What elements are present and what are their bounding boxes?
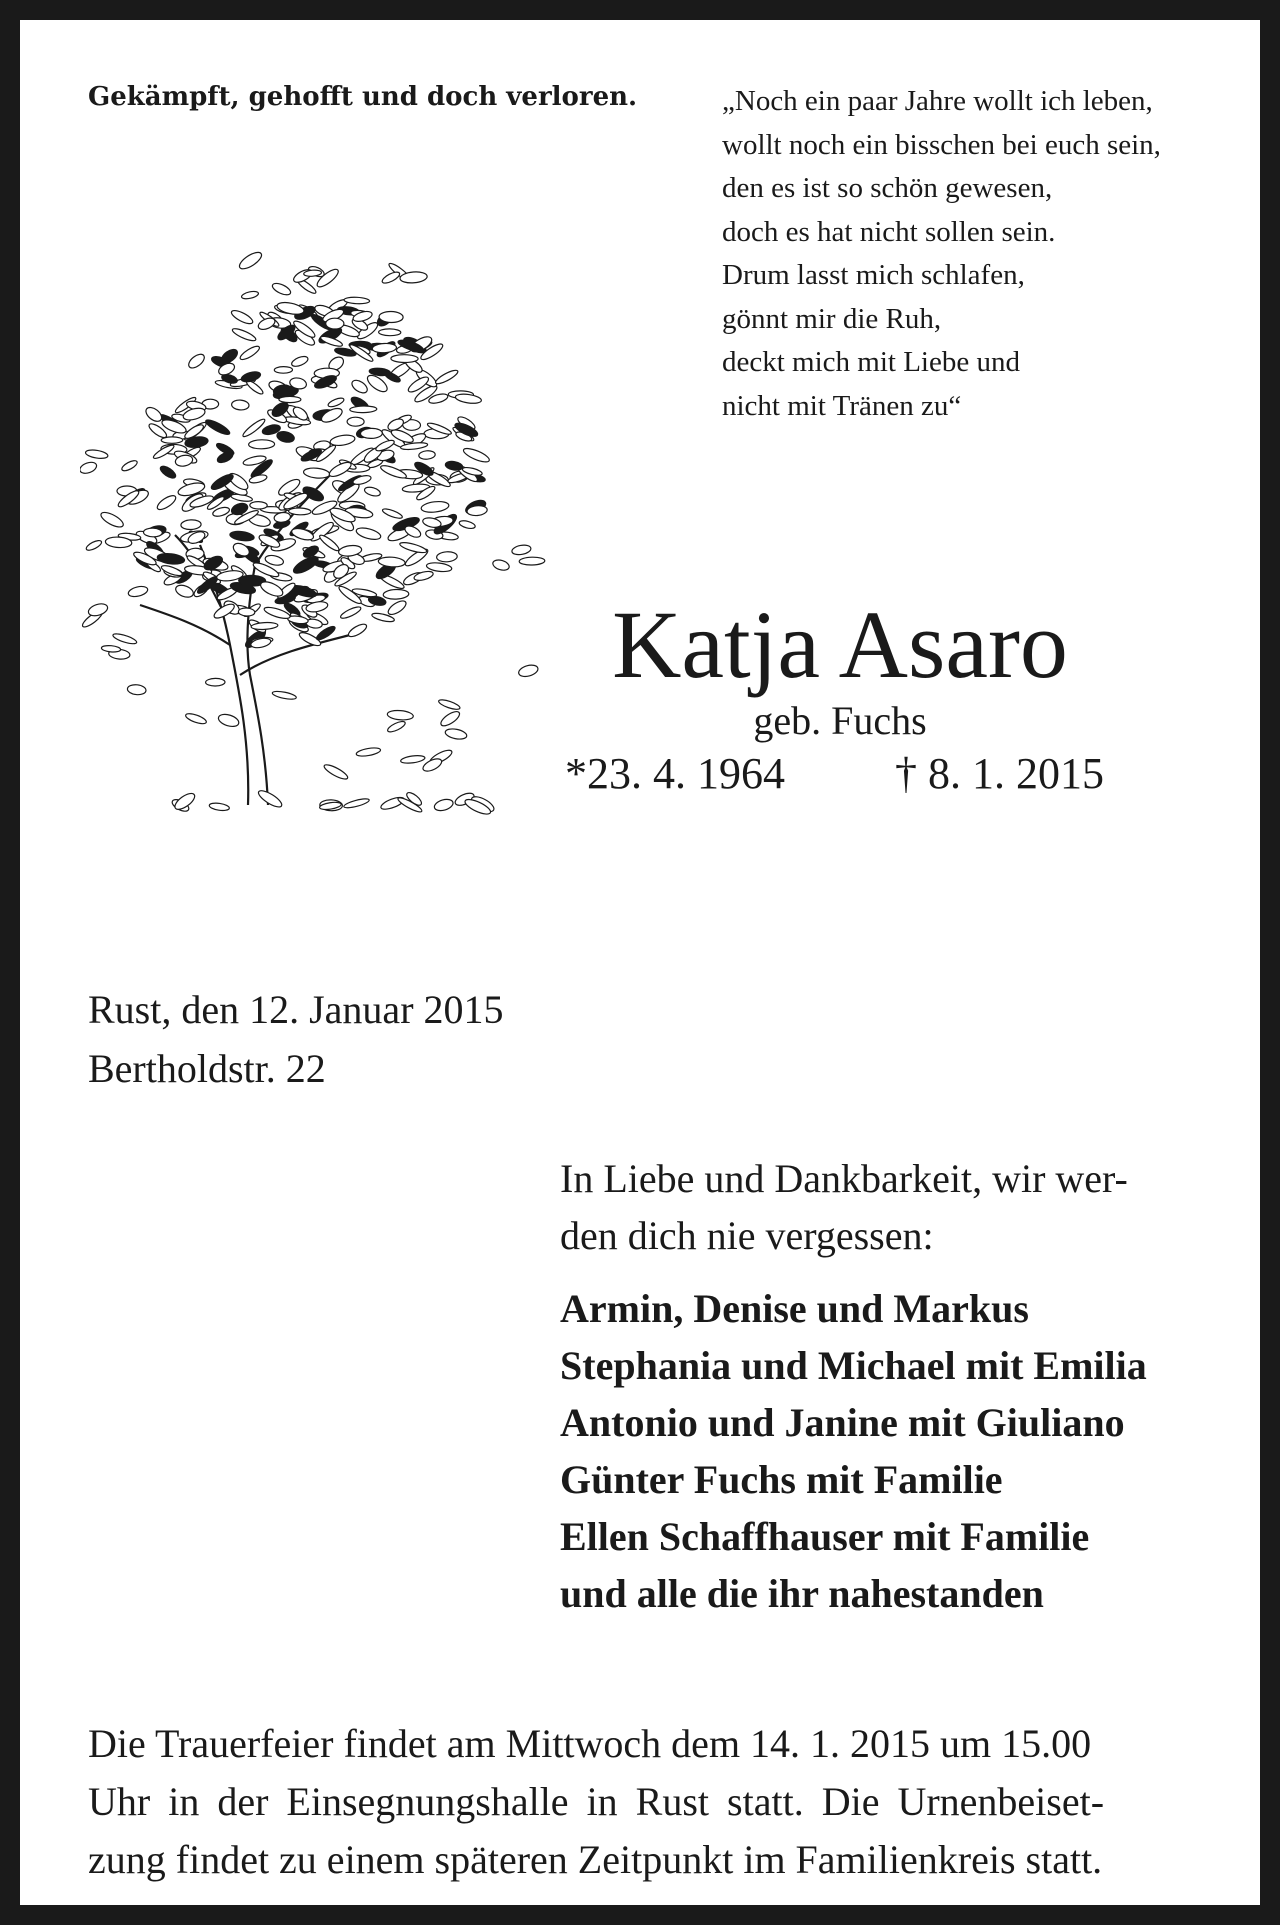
leaf-shape: [241, 290, 259, 300]
place-and-date: [88, 980, 504, 1098]
leaf-shape: [155, 493, 178, 512]
leaf-shape: [250, 501, 268, 509]
leaf-shape: [519, 557, 545, 565]
leaf-shape: [206, 678, 226, 686]
leaf-shape: [434, 368, 459, 386]
poem-line: deckt mich mit Liebe und: [722, 346, 1020, 378]
mourner-line: Ellen Schaffhauser mit Familie: [560, 1514, 1090, 1559]
leaf-shape: [492, 558, 511, 572]
leaf-shape: [204, 418, 231, 437]
leaf-shape: [445, 460, 464, 471]
leaf-shape: [444, 727, 467, 740]
mourner-line: Stephania und Michael mit Emilia: [560, 1343, 1147, 1388]
leaf-shape: [344, 297, 370, 305]
leaf-shape: [157, 552, 185, 565]
deceased-name: Katja Asaro: [612, 591, 1068, 698]
leaf-shape: [112, 632, 138, 646]
leaf-shape: [326, 318, 344, 329]
leaf-shape: [231, 399, 249, 410]
leaf-shape: [379, 329, 401, 336]
leaf-shape: [329, 434, 355, 447]
leaf-shape: [143, 405, 164, 424]
leaf-shape: [378, 556, 405, 568]
poem-line: „Noch ein paar Jahre wollt ich leben,: [722, 85, 1153, 117]
leaf-shape: [217, 712, 240, 729]
leaf-shape: [399, 541, 428, 555]
poem-line: wollt noch ein bisschen bei euch sein,: [722, 128, 1161, 161]
leaf-shape: [418, 450, 435, 460]
leaf-shape: [85, 449, 109, 460]
poem-line: gönnt mir die Ruh,: [722, 302, 942, 335]
leaf-shape: [238, 344, 261, 362]
leaf-shape: [186, 352, 206, 371]
leaf-shape: [101, 645, 121, 653]
leaf-shape: [403, 524, 422, 540]
leaf-shape: [241, 417, 266, 439]
leaf-shape: [181, 519, 202, 530]
leaf-shape: [264, 554, 284, 567]
leaf-shape: [259, 579, 285, 599]
leaf-shape: [249, 440, 275, 449]
address-line: Bertholdstr. 22: [88, 1046, 326, 1091]
birth-date: *23. 4. 1964: [565, 749, 785, 798]
leaf-shape: [230, 308, 255, 326]
leaf-shape: [271, 281, 292, 297]
poem-line: doch es hat nicht sollen sein.: [722, 215, 1056, 248]
leaf-shape: [383, 589, 409, 600]
leaf-shape: [237, 249, 264, 272]
leaf-shape: [231, 326, 257, 342]
leaf-shape: [120, 459, 138, 473]
leaf-shape: [391, 355, 418, 363]
ceremony-line: zung findet zu einem späteren Zeitpunkt im Familienkreis statt.: [88, 1837, 1103, 1882]
leaf-shape: [347, 417, 364, 426]
leaf-shape: [327, 396, 345, 408]
death-date: † 8. 1. 2015: [895, 749, 1104, 798]
leaf-shape: [279, 396, 301, 402]
poem: [722, 80, 1161, 428]
leaf-shape: [382, 507, 404, 520]
leaf-shape: [462, 446, 491, 465]
leaf-shape: [421, 500, 450, 513]
leaf-shape: [455, 393, 482, 405]
poem-line: nicht mit Tränen zu“: [722, 389, 962, 422]
leaf-shape: [143, 528, 162, 537]
maiden-name: geb. Fuchs: [753, 698, 927, 743]
leaf-shape: [386, 598, 408, 617]
ceremony-line: Uhr in der Einsegnungshalle in Rust statt. Die Urnenbeiset-: [88, 1779, 1105, 1824]
leaf-shape: [274, 366, 292, 373]
leaf-shape: [318, 533, 341, 553]
leaf-shape: [85, 539, 103, 553]
dedication-line: In Liebe und Dankbarkeit, wir wer-: [560, 1156, 1128, 1201]
leaf-shape: [343, 797, 370, 809]
leaf-shape: [517, 663, 539, 678]
mourner-line: Antonio und Janine mit Giuliano: [560, 1400, 1125, 1445]
leaf-shape: [439, 709, 462, 729]
ceremony-notice: [88, 1715, 1104, 1889]
leaf-shape: [339, 605, 362, 621]
leaf-shape: [355, 526, 382, 542]
leaf-shape: [174, 583, 195, 600]
leaf-shape: [240, 370, 261, 384]
leaf-shape: [350, 406, 377, 413]
motto-text: Gekämpft, gehofft und doch verloren.: [88, 82, 638, 112]
leaf-shape: [352, 474, 372, 486]
leaf-shape: [379, 311, 403, 323]
dedication: [560, 1150, 1128, 1264]
mourner-line: Günter Fuchs mit Familie: [560, 1457, 1003, 1502]
leaf-shape: [303, 467, 330, 479]
leaf-shape: [319, 406, 344, 425]
leaf-shape: [185, 712, 208, 726]
leaf-shape: [347, 622, 369, 639]
leaf-shape: [238, 608, 255, 617]
leaf-shape: [276, 430, 295, 444]
windblown-tree-icon: [80, 245, 550, 815]
leaf-shape: [386, 719, 406, 733]
place-date-line: Rust, den 12. Januar 2015: [88, 987, 504, 1032]
leaf-shape: [360, 428, 382, 439]
leaf-shape: [290, 354, 309, 368]
mourner-line: und alle die ihr nahestanden: [560, 1571, 1044, 1616]
leaf-shape: [381, 270, 401, 285]
leaf-shape: [127, 684, 146, 696]
leaf-shape: [99, 510, 125, 530]
leaf-shape: [400, 754, 425, 764]
leaf-shape: [229, 530, 254, 542]
leaf-shape: [433, 797, 454, 812]
leaf-shape: [276, 300, 305, 316]
leaf-shape: [364, 486, 382, 498]
leaf-shape: [159, 464, 178, 480]
poem-line: Drum lasst mich schlafen,: [722, 259, 1025, 291]
mourners-list: [560, 1280, 1147, 1622]
leaf-shape: [387, 710, 414, 721]
leaf-shape: [322, 762, 349, 781]
leaf-shape: [458, 519, 476, 530]
leaf-shape: [436, 551, 457, 562]
dedication-line: den dich nie vergessen:: [560, 1213, 934, 1258]
leaf-shape: [413, 570, 434, 582]
leaf-shape: [256, 788, 284, 810]
ceremony-line: Die Trauerfeier findet am Mittwoch dem 14. 1. 2015 um 15.00: [88, 1721, 1092, 1766]
leaf-shape: [356, 746, 381, 757]
poem-line: den es ist so schön gewesen,: [722, 172, 1053, 204]
mourner-line: Armin, Denise und Markus: [560, 1286, 1029, 1331]
leaf-shape: [80, 460, 98, 475]
leaf-shape: [127, 585, 148, 599]
leaf-shape: [438, 698, 461, 711]
leaf-shape: [272, 690, 297, 701]
leaf-shape: [350, 378, 370, 396]
leaf-shape: [511, 544, 531, 556]
leaf-shape: [288, 508, 311, 516]
leaf-shape: [209, 802, 230, 812]
